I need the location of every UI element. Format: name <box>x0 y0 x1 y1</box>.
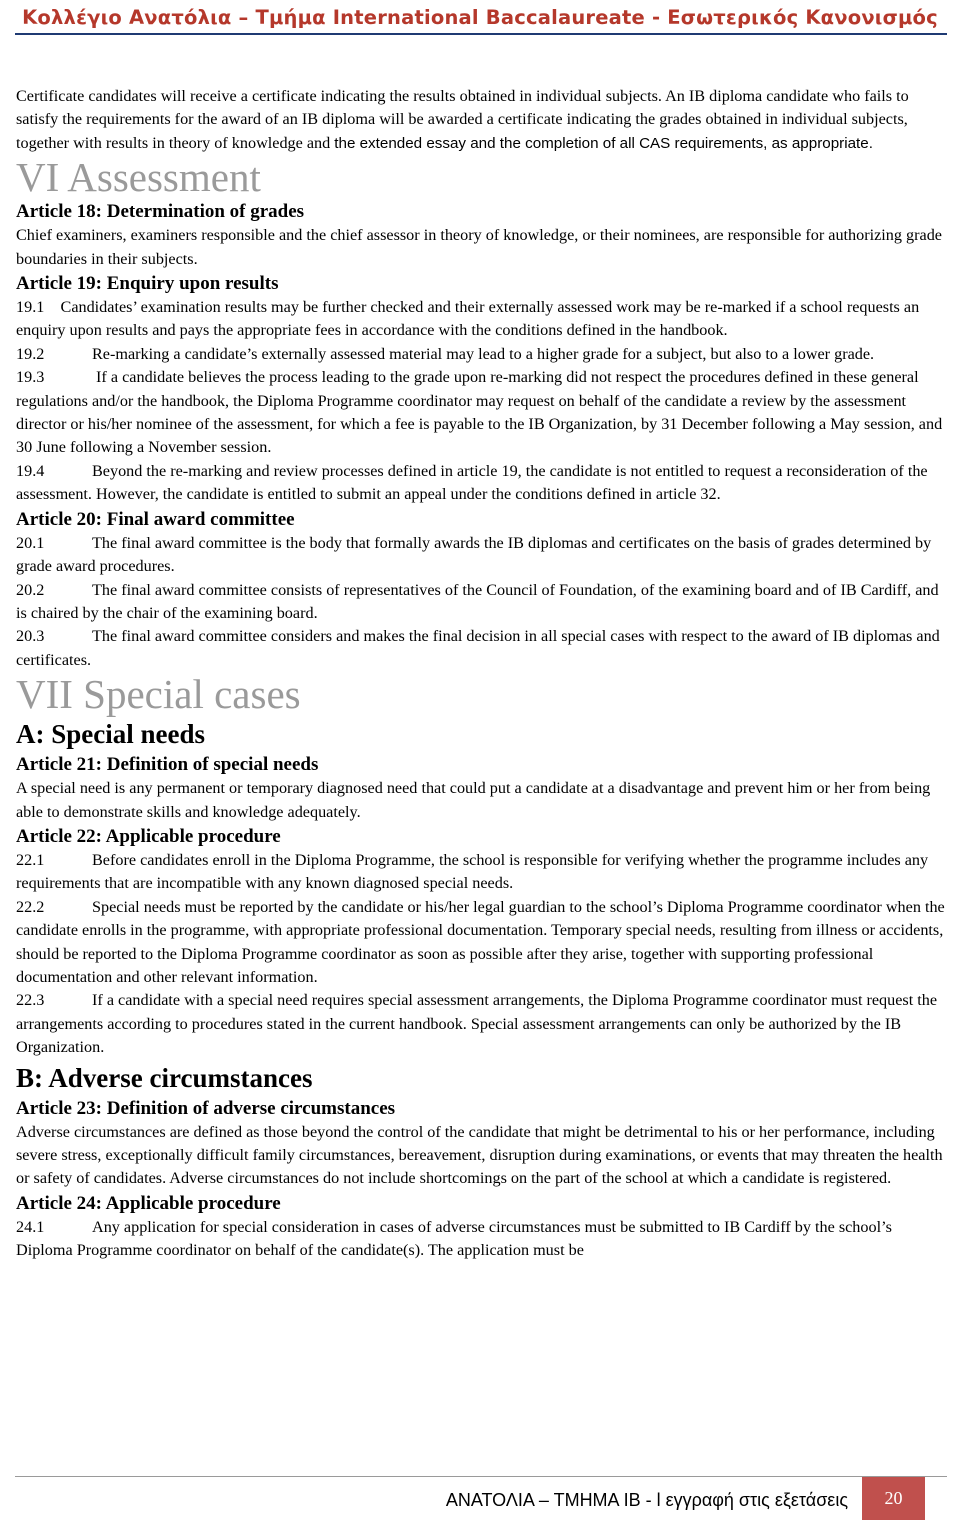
article-23-text: Adverse circumstances are defined as those beyond the control of the candidate that might be detrimental to his or her performance, including severe stress, exceptionally difficult family circumstances, bereavement, disruption during examinations, or events that may threaten the health or safety of candidates. Adverse circumstances do not include shortcomings on the part of the school at which a candidate is registered. <box>16 1122 943 1188</box>
paragraph-24-1 <box>16 1216 946 1263</box>
intro-paragraph <box>16 85 946 155</box>
intro-text-serif: Certificate candidates will receive a certificate indicating the results obtained in individual subjects. An IB diploma candidate who fails to satisfy the requirements for the award of an IB diploma will be awarded a certificate indicating the grades obtained in individual subjects, together with results in theory of knowledge and <box>16 87 909 152</box>
paragraph-number: 24.1 <box>16 1217 45 1236</box>
paragraph-text: Before candidates enroll in the Diploma Programme, the school is responsible for verifying whether the programme includes any requirements that are incompatible with any known diagnosed special needs. <box>16 850 929 893</box>
part-a-heading: A: Special needs <box>16 719 205 750</box>
paragraph-22-1 <box>16 849 946 896</box>
paragraph-text: Special needs must be reported by the candidate or his/her legal guardian to the school’s Diploma Programme coordinator when the candidate enrolls in the programme, with appropriate professional documentation. Temporary special needs, resulting from illness or accidents, should be reported to the Diploma Programme coordinator as soon as possible after they arise, together with supporting professional documentation and other relevant information. <box>16 897 945 986</box>
article-24-heading: Article 24: Applicable procedure <box>16 1192 281 1214</box>
page-header-title: Κολλέγιο Ανατόλια – Τμήμα International Baccalaureate - Εσωτερικός Κανονισμός <box>22 6 938 29</box>
article-19-heading: Article 19: Enquiry upon results <box>16 273 279 295</box>
paragraph-text: If a candidate with a special need requires special assessment arrangements, the Diploma Programme coordinator must request the arrangements according to procedures stated in the current handbook. Special assessment arrangements can only be authorized by the IB Organization. <box>16 991 938 1057</box>
paragraph-text: Any application for special consideration in cases of adverse circumstances must be submitted to IB Cardiff by the school’s Diploma Programme coordinator on behalf of the candidate(s). The application must be <box>16 1217 892 1260</box>
paragraph-19-4 <box>16 460 946 507</box>
footer-divider <box>15 1476 947 1477</box>
intro-text-sans: the extended essay and the completion of all CAS requirements, as appropriate. <box>334 134 873 152</box>
paragraph-22-3 <box>16 989 946 1059</box>
paragraph-number: 19.1 <box>16 298 45 317</box>
paragraph-number: 20.3 <box>16 627 45 646</box>
paragraph-20-3 <box>16 625 946 672</box>
paragraph-number: 19.2 <box>16 344 45 363</box>
paragraph-number: 22.1 <box>16 850 45 869</box>
paragraph-number: 22.2 <box>16 897 45 916</box>
article-18-text: Chief examiners, examiners responsible and the chief assessor in theory of knowledge, or their nominees, are responsible for authorizing grade boundaries in their subjects. <box>16 226 942 268</box>
paragraph-text: The final award committee consists of representatives of the Council of Foundation, of the examining board and of IB Cardiff, and is chaired by the chair of the examining board. <box>16 580 939 622</box>
paragraph-19-2 <box>16 343 946 366</box>
article-20-heading: Article 20: Final award committee <box>16 508 295 530</box>
part-b-heading: B: Adverse circumstances <box>16 1062 313 1093</box>
paragraph-19-1 <box>16 296 946 343</box>
paragraph-number: 19.3 <box>16 368 45 387</box>
paragraph-text: Re-marking a candidate’s externally assessed material may lead to a higher grade for a subject, but also to a lower grade. <box>92 344 875 363</box>
paragraph-number: 20.1 <box>16 533 45 552</box>
footer-title: ΑΝΑΤΟΛΙΑ – ΤΜΗΜΑ ΙΒ - l εγγραφή στις εξετάσεις <box>445 1490 848 1510</box>
page-number-badge: 20 <box>862 1477 925 1520</box>
paragraph-number: 19.4 <box>16 461 45 480</box>
document-body <box>16 85 946 1263</box>
paragraph-text: Beyond the re-marking and review processes defined in article 19, the candidate is not entitled to request a reconsideration of the assessment. However, the candidate is entitled to submit an appeal under the conditions defined in article 32. <box>16 461 928 504</box>
paragraph-text: If a candidate believes the process leading to the grade upon re-marking did not respect the procedures defined in these general regulations and/or the handbook, the Diploma Programme coordinator may request on behalf of the candidate a review by the assessment director or his/her nominee of the assessment, for which a fee is payable to the IB Organization, by 31 December following a May session, and 30 June following a November session. <box>16 368 943 457</box>
paragraph-20-2 <box>16 579 946 626</box>
paragraph-22-2 <box>16 896 946 990</box>
paragraph-text: The final award committee is the body that formally awards the IB diplomas and certificates on the basis of grades determined by grade award procedures. <box>16 533 932 576</box>
paragraph-20-1 <box>16 532 946 579</box>
paragraph-text: The final award committee considers and makes the final decision in all special cases with respect to the award of IB diplomas and certificates. <box>16 627 940 669</box>
article-22-heading: Article 22: Applicable procedure <box>16 825 281 847</box>
article-21-text: A special need is any permanent or temporary diagnosed need that could put a candidate at a disadvantage and prevent him or her from being able to demonstrate skills and knowledge adequately. <box>16 779 931 821</box>
paragraph-19-3 <box>16 366 946 460</box>
paragraph-number: 20.2 <box>16 580 45 599</box>
header-divider <box>15 33 947 35</box>
article-21-heading: Article 21: Definition of special needs <box>16 754 319 776</box>
section-heading-special-cases: VII Special cases <box>16 671 301 718</box>
article-23-heading: Article 23: Definition of adverse circumstances <box>16 1097 396 1119</box>
article-18-heading: Article 18: Determination of grades <box>16 201 305 223</box>
paragraph-number: 22.3 <box>16 991 45 1010</box>
section-heading-assessment: VI Assessment <box>16 154 261 201</box>
paragraph-text: Candidates’ examination results may be further checked and their externally assessed work may be re-marked if a school requests an enquiry upon results and pays the appropriate fees in accordance with the conditions defined in the handbook. <box>16 298 920 340</box>
